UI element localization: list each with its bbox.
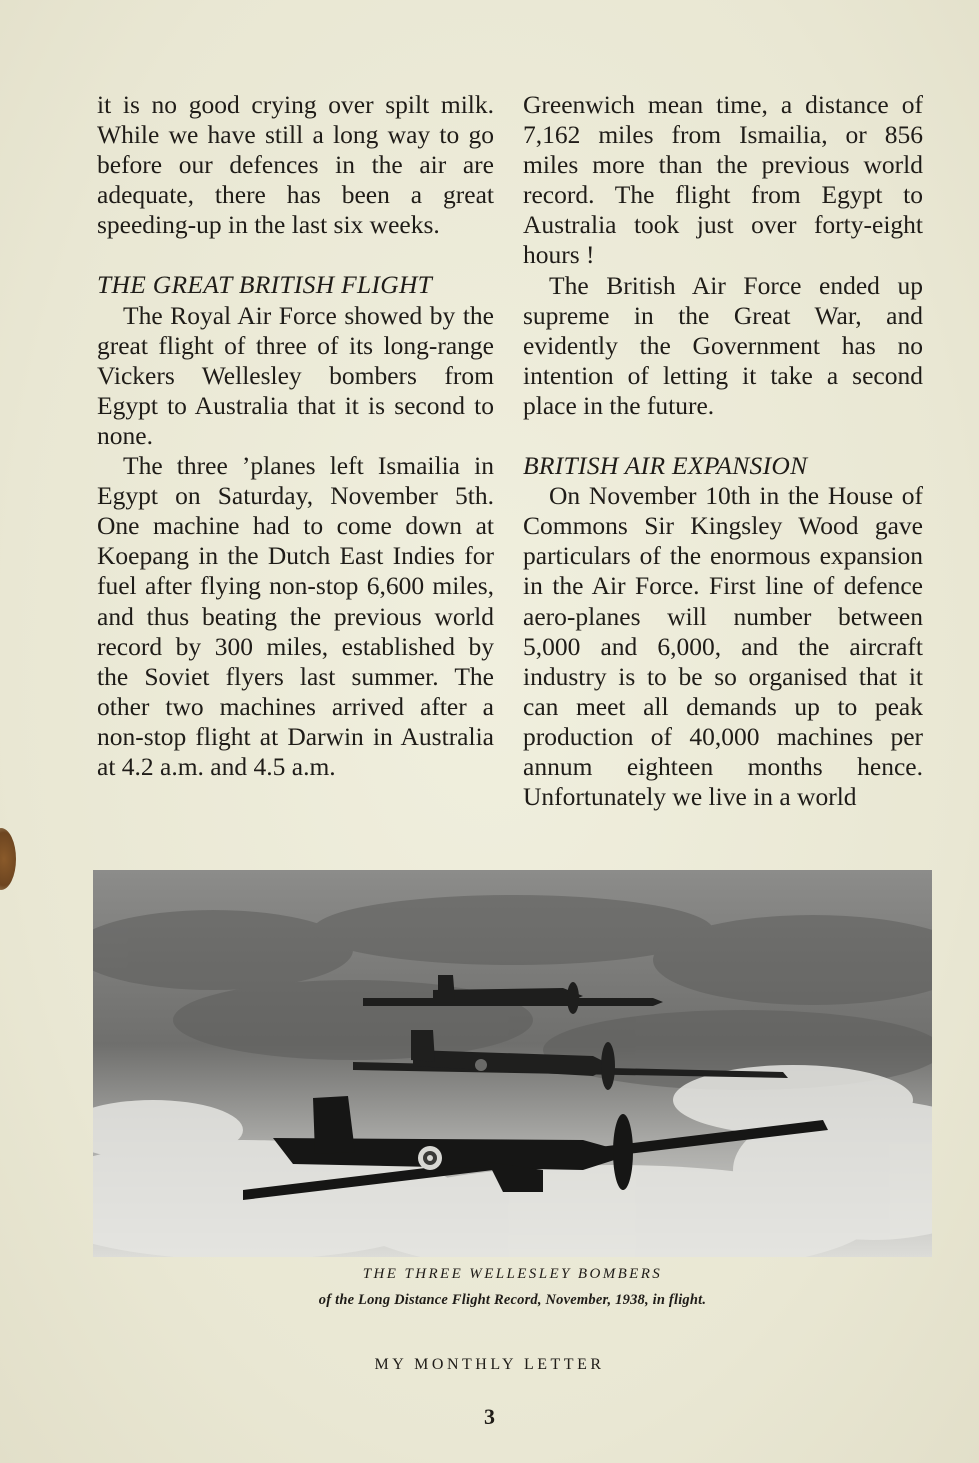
- left-paragraph-2: The Royal Air Force showed by the great flight of three of its long-range Vickers Wellesley bombers from Egypt to Australia that it is second to none.: [97, 300, 494, 450]
- right-column: [523, 90, 923, 812]
- heading-great-british-flight: THE GREAT BRITISH FLIGHT: [97, 270, 433, 300]
- page-number: 3: [484, 1404, 495, 1429]
- photo-caption-subtitle: of the Long Distance Flight Record, November, 1938, in flight.: [318, 1292, 707, 1308]
- left-column: [97, 90, 494, 782]
- left-paragraph-3: The three ’planes left Ismailia in Egypt on Saturday, November 5th. One machine had to come down at Koepang in the Dutch East Indies for fuel after flying non-stop 6,600 miles, and thus beating the previous world record by 300 miles, established by the Soviet flyers last summer. The other two machines arrived after a non-stop flight at Darwin in Australia at 4.2 a.m. and 4.5 a.m.: [97, 451, 494, 781]
- bombers-photo: [93, 870, 932, 1257]
- heading-british-air-expansion: BRITISH AIR EXPANSION: [523, 451, 808, 481]
- photo-caption-title: THE THREE WELLESLEY BOMBERS: [362, 1266, 663, 1282]
- right-paragraph-2: The British Air Force ended up supreme in the Great War, and evidently the Government has no intention of letting it take a second place in the future.: [523, 270, 923, 420]
- bombers-illustration: [93, 870, 932, 1257]
- right-paragraph-3: On November 10th in the House of Commons Sir Kingsley Wood gave particulars of the enormous expansion in the Air Force. First line of defence aero-planes will number between 5,000 and 6,000, and the aircraft industry is to be so organised that it can meet all demands up to peak production of 40,000 machines per annum eighteen months hence. Unfortunately we live in a world: [523, 481, 923, 812]
- footer-publication-title: MY MONTHLY LETTER: [374, 1356, 605, 1373]
- left-paragraph-1: it is no good crying over spilt milk. While we have still a long way to go before our defences in the air are adequate, there has been a great speeding-up in the last six weeks.: [97, 90, 494, 240]
- right-paragraph-1: Greenwich mean time, a distance of 7,162 miles from Ismailia, or 856 miles more than the previous world record. The flight from Egypt to Australia took just over forty-eight hours !: [523, 90, 923, 270]
